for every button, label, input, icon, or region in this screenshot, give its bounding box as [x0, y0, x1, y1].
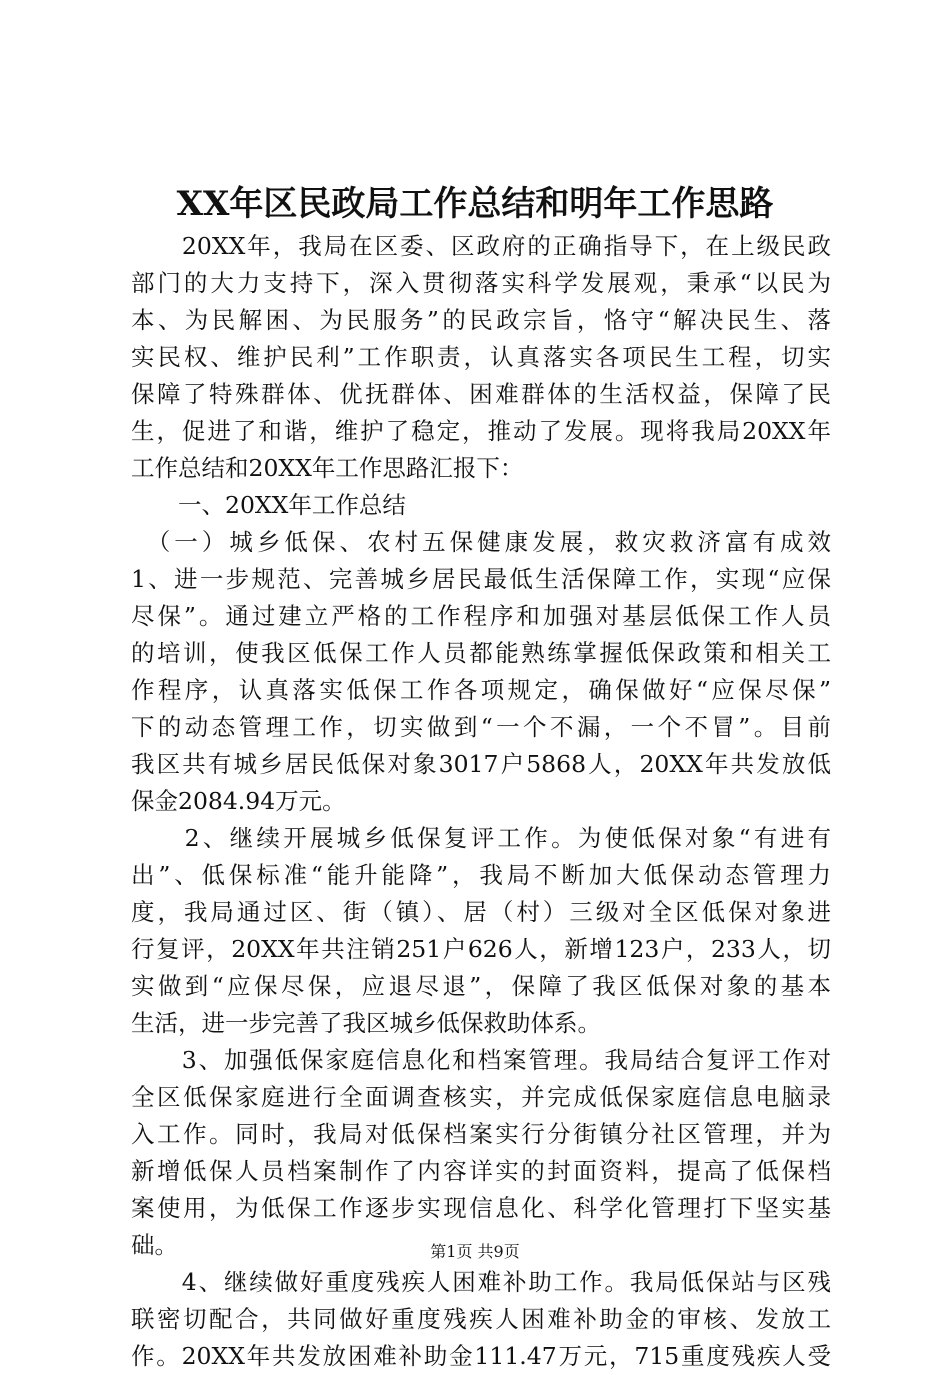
body-line: 础。: [131, 1231, 178, 1259]
body-line: 生活，进一步完善了我区城乡低保救助体系。: [131, 1009, 601, 1037]
body-line: 20XX年，我局在区委、区政府的正确指导下，在上级民政: [131, 232, 831, 260]
body-line: 行复评，20XX年共注销251户626人，新增123户，233人，切: [131, 935, 831, 963]
body-line: 一、20XX年工作总结: [131, 491, 406, 519]
body-line: 3、加强低保家庭信息化和档案管理。我局结合复评工作对: [131, 1046, 831, 1074]
body-line: 工作总结和20XX年工作思路汇报下：: [131, 454, 524, 482]
body-line: 实民权、维护民利”工作职责，认真落实各项民生工程，切实: [131, 343, 831, 371]
body-line: 的培训，使我区低保工作人员都能熟练掌握低保政策和相关工: [131, 639, 831, 667]
body-line: 新增低保人员档案制作了内容详实的封面资料，提高了低保档: [131, 1157, 831, 1185]
body-line: 案使用，为低保工作逐步实现信息化、科学化管理打下坚实基: [131, 1194, 831, 1222]
body-line: 作。20XX年共发放困难补助金111.47万元，715重度残疾人受: [131, 1342, 831, 1370]
body-line: 保障了特殊群体、优抚群体、困难群体的生活权益，保障了民: [131, 380, 831, 408]
document-title: XX年区民政局工作总结和明年工作思路: [176, 184, 774, 224]
body-line: 出”、低保标准“能升能降”，我局不断加大低保动态管理力: [131, 861, 831, 889]
body-line: 4、继续做好重度残疾人困难补助工作。我局低保站与区残: [131, 1268, 831, 1296]
body-line: 部门的大力支持下，深入贯彻落实科学发展观，秉承“以民为: [131, 269, 831, 297]
body-line: 联密切配合，共同做好重度残疾人困难补助金的审核、发放工: [131, 1305, 831, 1333]
body-line: 1、进一步规范、完善城乡居民最低生活保障工作，实现“应保: [131, 565, 831, 593]
body-line: 实做到“应保尽保，应退尽退”，保障了我区低保对象的基本: [131, 972, 831, 1000]
document-body: [131, 228, 831, 1375]
body-line: 下的动态管理工作，切实做到“一个不漏，一个不冒”。目前: [131, 713, 831, 741]
page-footer: 第1页 共9页: [430, 1242, 520, 1261]
body-line: （一）城乡低保、农村五保健康发展，救灾救济富有成效: [131, 528, 831, 556]
body-line: 生，促进了和谐，维护了稳定，推动了发展。现将我局20XX年: [131, 417, 831, 445]
body-line: 我区共有城乡居民低保对象3017户5868人，20XX年共发放低: [131, 750, 831, 778]
body-line: 尽保”。通过建立严格的工作程序和加强对基层低保工作人员: [131, 602, 831, 630]
body-line: 度，我局通过区、街（镇）、居（村）三级对全区低保对象进: [131, 898, 831, 926]
body-line: 本、为民解困、为民服务”的民政宗旨，恪守“解决民生、落: [131, 306, 831, 334]
body-line: 入工作。同时，我局对低保档案实行分街镇分社区管理，并为: [131, 1120, 831, 1148]
body-line: 保金2084.94万元。: [131, 787, 346, 815]
body-line: 作程序，认真落实低保工作各项规定，确保做好“应保尽保”: [131, 676, 831, 704]
body-line: 2、继续开展城乡低保复评工作。为使低保对象“有进有: [131, 824, 831, 852]
body-line: 全区低保家庭进行全面调查核实，并完成低保家庭信息电脑录: [131, 1083, 831, 1111]
